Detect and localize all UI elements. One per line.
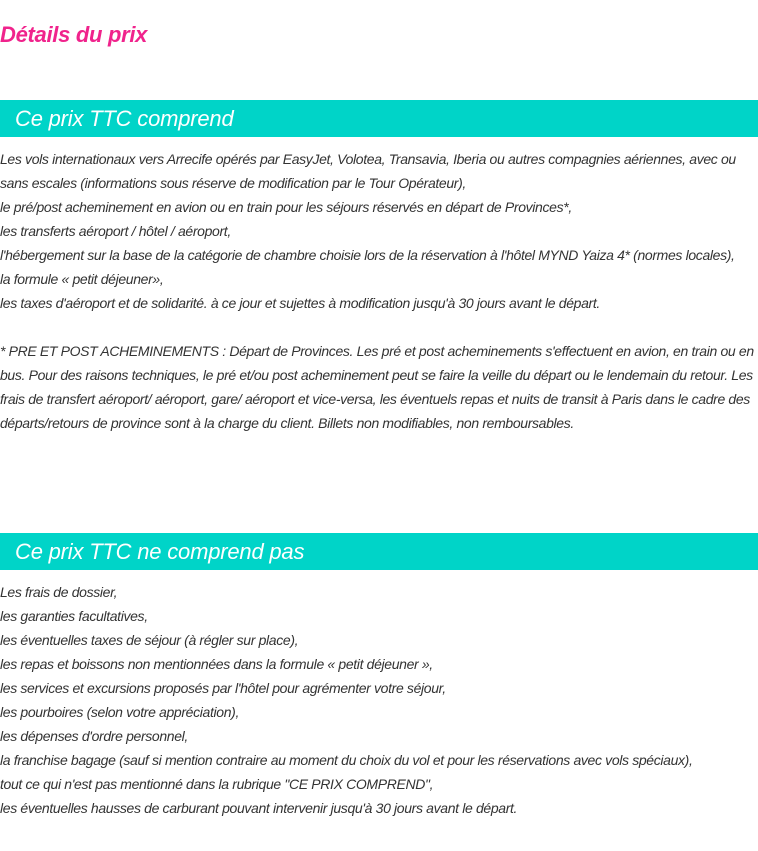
list-item: les garanties facultatives, <box>0 608 148 624</box>
spacer <box>0 315 758 339</box>
includes-section-header <box>0 100 758 137</box>
list-item: Les frais de dossier, <box>0 584 118 600</box>
excludes-list <box>0 580 758 820</box>
list-item: les taxes d'aéroport et de solidarité. à ce jour et sujettes à modification jusqu'à 30 jours avant le départ. <box>0 295 600 311</box>
list-item: les pourboires (selon votre appréciation), <box>0 704 239 720</box>
list-item: les dépenses d'ordre personnel, <box>0 728 188 744</box>
includes-list <box>0 147 758 435</box>
list-item: l'hébergement sur la base de la catégorie de chambre choisie lors de la réservation à l'hôtel MYND Yaiza 4* (normes locales), <box>0 247 735 263</box>
list-item: la formule « petit déjeuner», <box>0 271 164 287</box>
list-item: les transferts aéroport / hôtel / aéroport, <box>0 223 231 239</box>
list-item: les éventuelles taxes de séjour (à régler sur place), <box>0 632 299 648</box>
includes-heading: Ce prix TTC comprend <box>15 106 234 131</box>
acheminement-note: * PRE ET POST ACHEMINEMENTS : Départ de Provinces. Les pré et post acheminements s'effectuent en avion, en train ou en bus. Pour des raisons techniques, le pré et/ou post acheminement peut se faire la veille du départ ou le lendemain du retour. Les frais de transfert aéroport/ aéroport, gare/ aéroport et vice-versa, les éventuels repas et nuits de transit à Paris dans le cadre des départs/retours de province sont à la charge du client. Billets non modifiables, non remboursables. <box>0 343 754 431</box>
excludes-section-header <box>0 533 758 570</box>
list-item: tout ce qui n'est pas mentionné dans la rubrique "CE PRIX COMPREND", <box>0 776 434 792</box>
page-title: Détails du prix <box>0 22 148 47</box>
list-item: les services et excursions proposés par l'hôtel pour agrémenter votre séjour, <box>0 680 446 696</box>
list-item: les repas et boissons non mentionnées dans la formule « petit déjeuner », <box>0 656 433 672</box>
list-item: le pré/post acheminement en avion ou en train pour les séjours réservés en départ de Provinces*, <box>0 199 572 215</box>
list-item: Les vols internationaux vers Arrecife opérés par EasyJet, Volotea, Transavia, Iberia ou autres compagnies aériennes, avec ou sans escales (informations sous réserve de modification par le Tour Opérateur), <box>0 151 736 191</box>
list-item: la franchise bagage (sauf si mention contraire au moment du choix du vol et pour les réservations avec vols spéciaux), <box>0 752 693 768</box>
excludes-heading: Ce prix TTC ne comprend pas <box>15 539 305 564</box>
list-item: les éventuelles hausses de carburant pouvant intervenir jusqu'à 30 jours avant le départ. <box>0 800 518 816</box>
